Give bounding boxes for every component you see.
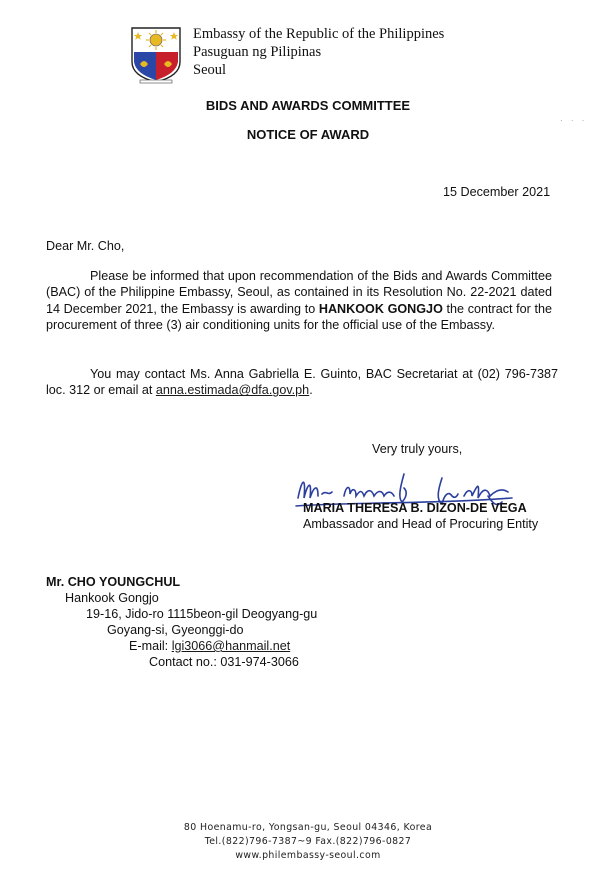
letterhead-line-3: Seoul xyxy=(193,62,227,78)
awardee-name: HANKOOK GONGJO xyxy=(318,301,443,316)
recipient-address-1: 19-16, Jido-ro 1115beon-gil Deogyang-gu xyxy=(86,607,318,621)
signatory-title: Ambassador and Head of Procuring Entity xyxy=(303,517,539,531)
signatory-name: MARIA THERESA B. DIZON-DE VEGA xyxy=(303,501,527,515)
footer-address: 80 Hoenamu-ro, Yongsan-gu, Seoul 04346, Korea xyxy=(183,822,433,833)
paragraph-contact: You may contact Ms. Anna Gabriella E. Guinto, BAC Secretariat at (02) 796-7387 loc. 312 or email at anna.estimada@dfa.gov.ph. xyxy=(46,367,558,398)
recipient-contact: Contact no.: 031-974-3066 xyxy=(149,655,299,669)
letter-date: 15 December 2021 xyxy=(443,185,551,199)
letterhead-line-2: Pasuguan ng Pilipinas xyxy=(193,44,322,60)
footer-phones: Tel.(822)796-7387~9 Fax.(822)796-0827 xyxy=(204,836,412,847)
recipient-email-line: E-mail: lgi3066@hanmail.net xyxy=(129,639,291,653)
footer-website: www.philembassy-seoul.com xyxy=(235,850,381,861)
bac-email-link[interactable]: anna.estimada@dfa.gov.ph xyxy=(155,383,310,398)
paragraph-award: Please be informed that upon recommendation of the Bids and Awards Committee (BAC) of the Philippine Embassy, Seoul, as contained in its Resolution No. 22-2021 dated 14 December 2021, the Embassy is awarding to HANKOOK GONGJO the contract for the procurement of three (3) air conditioning units for the official use of the Embassy. xyxy=(46,269,552,332)
notice-title: NOTICE OF AWARD xyxy=(246,127,370,142)
committee-title: BIDS AND AWARDS COMMITTEE xyxy=(205,98,411,113)
letterhead-line-1: Embassy of the Republic of the Philippines xyxy=(193,26,445,42)
salutation: Dear Mr. Cho, xyxy=(46,239,125,253)
closing: Very truly yours, xyxy=(372,442,463,456)
recipient-email-link[interactable]: lgi3066@hanmail.net xyxy=(171,639,291,653)
recipient-company: Hankook Gongjo xyxy=(65,591,159,605)
scan-speck: · · · xyxy=(560,116,588,125)
recipient-name: Mr. CHO YOUNGCHUL xyxy=(46,575,181,589)
philippine-seal-icon xyxy=(126,24,186,84)
recipient-address-2: Goyang-si, Gyeonggi-do xyxy=(107,623,244,637)
